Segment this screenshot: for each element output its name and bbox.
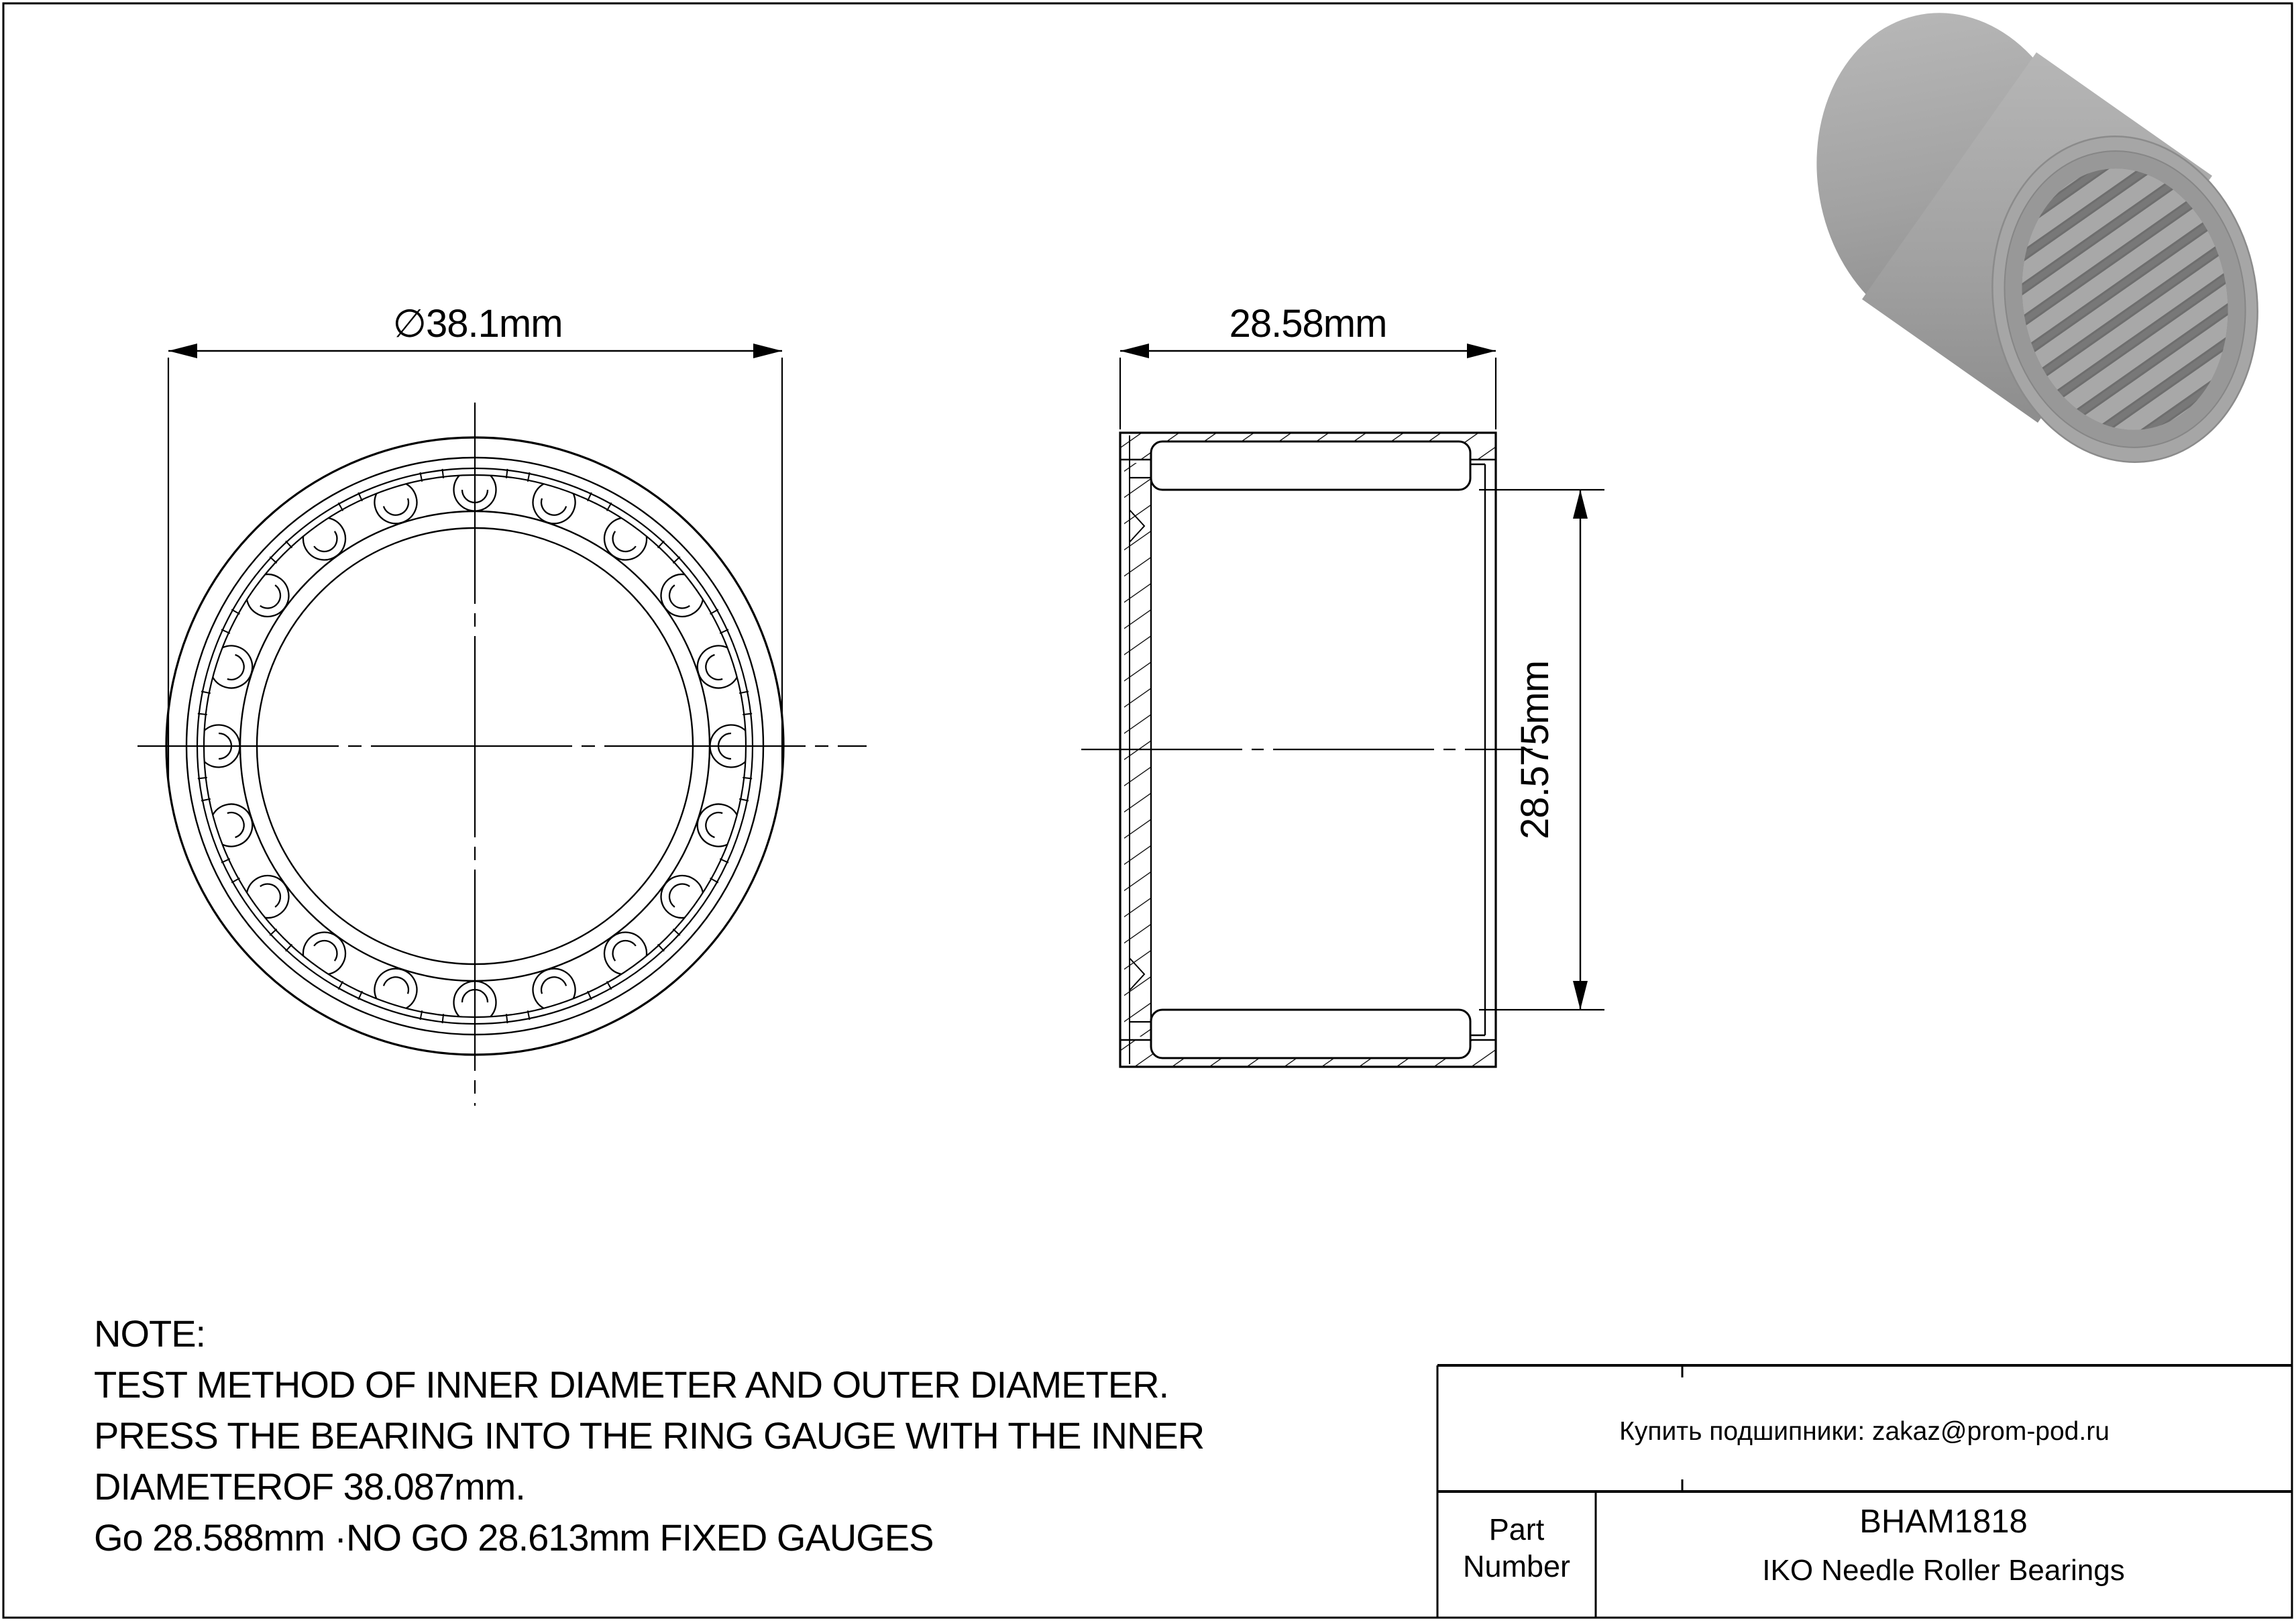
section-view (1081, 302, 1604, 1067)
note-line: DIAMETEROF 38.087mm. (94, 1465, 525, 1508)
dimension-width (1120, 302, 1496, 429)
needle-roller (596, 515, 651, 568)
note-line: TEST METHOD OF INNER DIAMETER AND OUTER DIAMETER. (94, 1363, 1169, 1406)
arrow-left-icon (168, 344, 197, 358)
note-block (94, 1308, 1204, 1563)
part-number-label: Part Number (1462, 1512, 1571, 1583)
needle-roller (243, 570, 297, 625)
contact-email: Купить подшипники: zakaz@prom-pod.ru (1619, 1417, 2110, 1446)
section-roller-top (1151, 441, 1470, 490)
needle-roller (243, 868, 297, 923)
part-number-value: BHAM1818 (1859, 1504, 2028, 1540)
needle-roller (371, 963, 422, 1010)
cage-pocket-tick (673, 557, 679, 563)
needle-roller (527, 963, 578, 1010)
note-line: NOTE: (94, 1312, 206, 1355)
arrow-left-icon (1120, 344, 1149, 358)
cage-pocket-tick (607, 503, 612, 511)
needle-roller (211, 798, 258, 849)
bearing-series: IKO Needle Roller Bearings (1762, 1554, 2125, 1587)
cage-pocket-tick (710, 878, 718, 883)
needle-roller (692, 642, 739, 693)
needle-roller (298, 924, 353, 978)
needle-roller (527, 482, 578, 529)
needle-roller (298, 515, 353, 568)
cage-pocket-tick (286, 944, 292, 951)
cage-pocket-tick (710, 609, 718, 614)
cage-pocket-tick (338, 503, 343, 511)
needle-roller (692, 798, 739, 849)
cage-pocket-tick (231, 609, 239, 614)
needle-roller (211, 642, 258, 693)
needle-roller (653, 868, 706, 923)
arrow-right-icon (753, 344, 782, 358)
cage-pocket-tick (658, 541, 664, 547)
arrow-right-icon (1467, 344, 1496, 358)
bearing-3d-render (1792, 0, 2296, 527)
front-view (138, 302, 867, 1106)
cage-pocket-tick (607, 982, 612, 990)
note-line: Go 28.588mm ·NO GO 28.613mm FIXED GAUGES (94, 1516, 934, 1559)
needle-roller (596, 924, 651, 978)
cage-pocket-tick (270, 557, 276, 563)
cage-pocket-tick (673, 929, 679, 935)
cage-pocket-tick (286, 541, 292, 547)
arrow-down-icon (1573, 981, 1588, 1010)
outer-diameter-label: ∅38.1mm (392, 302, 563, 346)
section-roller-bottom (1151, 1010, 1470, 1058)
needle-roller (653, 570, 706, 625)
width-label: 28.58mm (1229, 302, 1387, 346)
cage-pocket-tick (658, 944, 664, 951)
note-line: PRESS THE BEARING INTO THE RING GAUGE WITH THE INNER (94, 1414, 1205, 1457)
bore-label: 28.575mm (1513, 660, 1557, 840)
cage-pocket-tick (338, 982, 343, 990)
cage-pocket-tick (270, 929, 276, 935)
cage-pocket-tick (231, 878, 239, 883)
needle-roller (371, 482, 422, 529)
arrow-up-icon (1573, 490, 1588, 519)
